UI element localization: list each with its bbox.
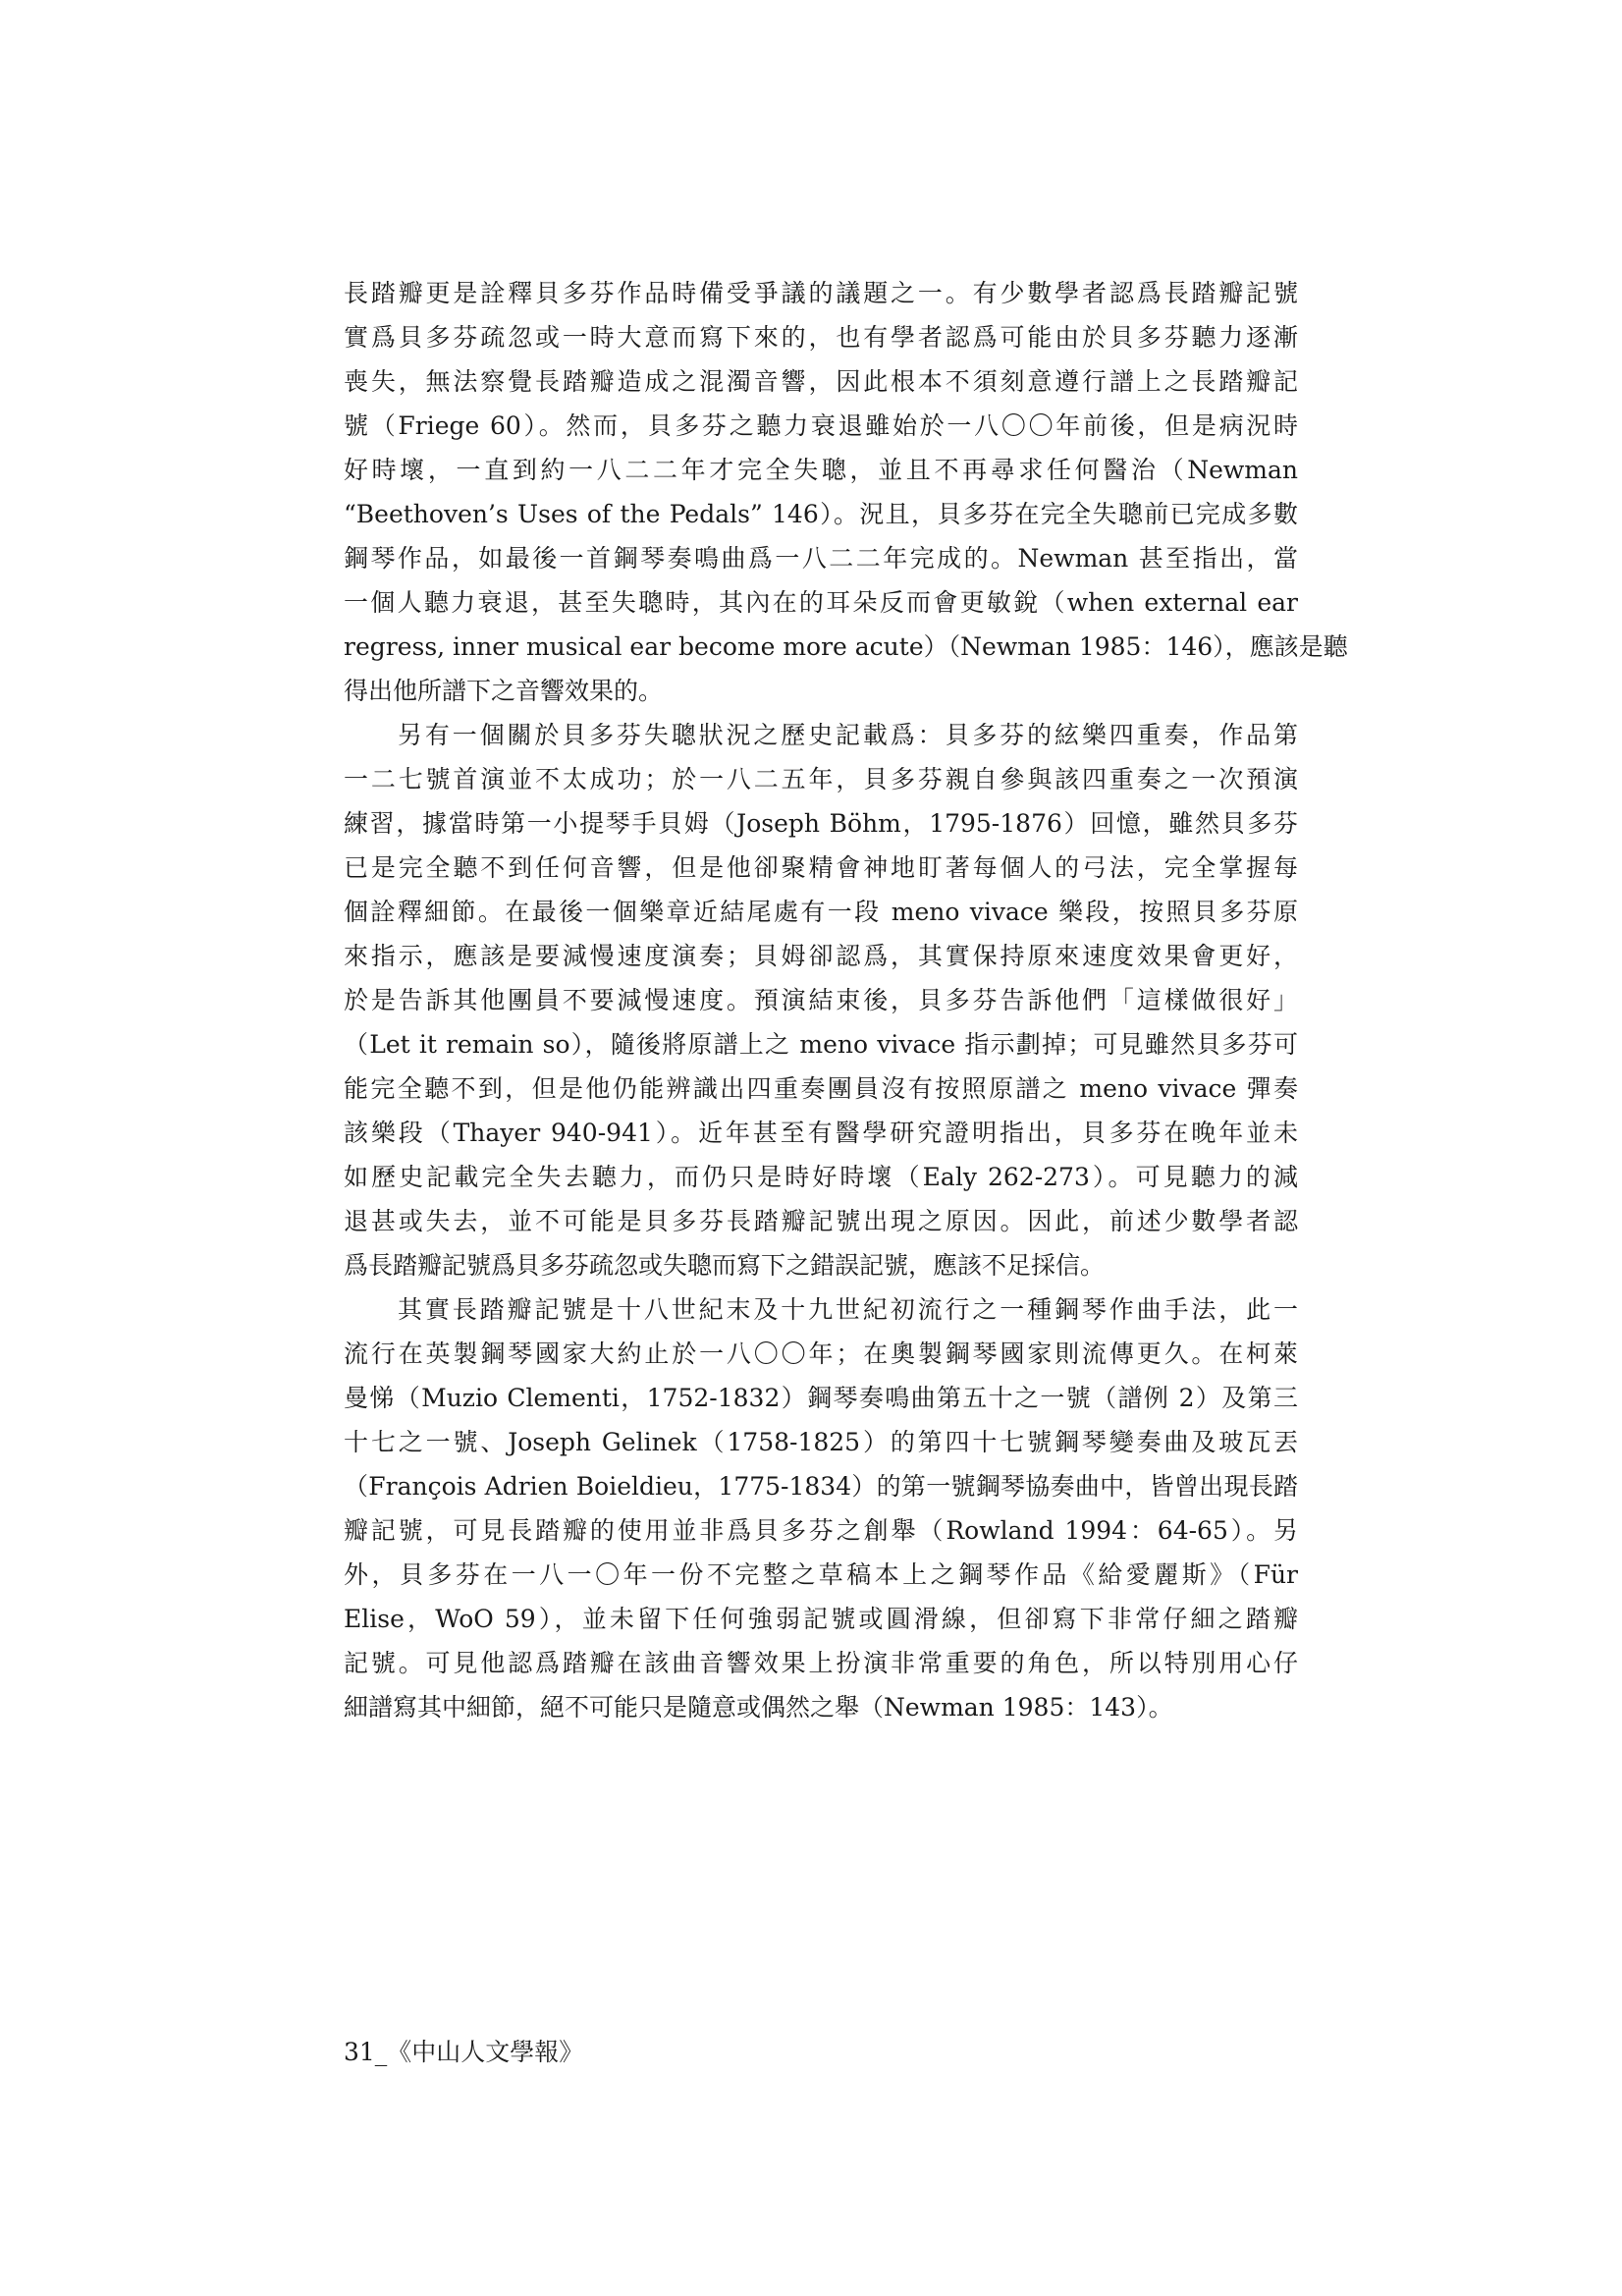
text-line: 十七之一號、Joseph Gelinek（1758-1825）的第四十七號鋼琴變奏曲及玻瓦丟 xyxy=(344,1428,1298,1456)
text-line: “Beethoven’s Uses of the Pedals” 146）。況且，貝多芬在完全失聰前已完成多數 xyxy=(344,500,1298,528)
text-line: 鋼琴作品，如最後一首鋼琴奏鳴曲爲一八二二年完成的。Newman 甚至指出，當 xyxy=(344,544,1298,573)
text-line: （Let it remain so），隨後將原譜上之 meno vivace 指示劃掉；可見雖然貝多芬可 xyxy=(344,1030,1298,1059)
text-line: 一個人聽力衰退，甚至失聰時，其內在的耳朵反而會更敏銳（when external ear xyxy=(344,588,1298,617)
text-line: 能完全聽不到，但是他仍能辨識出四重奏團員沒有按照原譜之 meno vivace 彈奏 xyxy=(344,1074,1298,1103)
paragraph-3 xyxy=(344,1287,1298,1729)
body-text xyxy=(344,271,1348,1729)
text-line: 爲長踏瓣記號爲貝多芬疏忽或失聰而寫下之錯誤記號，應該不足採信。 xyxy=(344,1251,1106,1280)
paragraph-2 xyxy=(344,713,1298,1287)
text-line: 個詮釋細節。在最後一個樂章近結尾處有一段 meno vivace 樂段，按照貝多芬原 xyxy=(344,898,1298,926)
page-footer xyxy=(344,2033,583,2072)
text-line: 瓣記號，可見長踏瓣的使用並非爲貝多芬之創舉（Rowland 1994：64-65）。另 xyxy=(344,1516,1298,1545)
text-line: 於是告訴其他團員不要減慢速度。預演結束後，貝多芬告訴他們「這樣做很好」 xyxy=(344,986,1298,1014)
text-line: 其實長踏瓣記號是十八世紀末及十九世紀初流行之一種鋼琴作曲手法，此一 xyxy=(398,1295,1298,1324)
text-line: （François Adrien Boieldieu，1775-1834）的第一號鋼琴協奏曲中，皆曾出現長踏 xyxy=(344,1472,1298,1501)
text-line: 曼悌（Muzio Clementi，1752-1832）鋼琴奏鳴曲第五十之一號（譜例 2）及第三 xyxy=(344,1384,1298,1412)
text-line: 實爲貝多芬疏忽或一時大意而寫下來的，也有學者認爲可能由於貝多芬聽力逐漸 xyxy=(344,323,1298,352)
text-line: 長踏瓣更是詮釋貝多芬作品時備受爭議的議題之一。有少數學者認爲長踏瓣記號 xyxy=(344,279,1298,307)
text-line: 好時壞，一直到約一八二二年才完全失聰，並且不再尋求任何醫治（Newman xyxy=(344,456,1298,484)
text-line: 另有一個關於貝多芬失聰狀況之歷史記載爲：貝多芬的絃樂四重奏，作品第 xyxy=(398,721,1298,749)
text-line: 一二七號首演並不太成功；於一八二五年，貝多芬親自參與該四重奏之一次預演 xyxy=(344,765,1298,793)
text-line: 該樂段（Thayer 940-941）。近年甚至有醫學研究證明指出，貝多芬在晚年並未 xyxy=(344,1119,1298,1147)
text-line: 喪失，無法察覺長踏瓣造成之混濁音響，因此根本不須刻意遵行譜上之長踏瓣記 xyxy=(344,367,1298,396)
text-line: 來指示，應該是要減慢速度演奏；貝姆卻認爲，其實保持原來速度效果會更好， xyxy=(344,942,1298,970)
paragraph-1 xyxy=(344,271,1348,713)
text-line: Elise，WoO 59），並未留下任何強弱記號或圓滑線，但卻寫下非常仔細之踏瓣 xyxy=(344,1605,1298,1633)
text-line: 外，貝多芬在一八一〇年一份不完整之草稿本上之鋼琴作品《給愛麗斯》（Für xyxy=(344,1560,1298,1589)
text-line: 流行在英製鋼琴國家大約止於一八〇〇年；在奧製鋼琴國家則流傳更久。在柯萊 xyxy=(344,1339,1298,1368)
text-line: 已是完全聽不到任何音響，但是他卻聚精會神地盯著每個人的弓法，完全掌握每 xyxy=(344,853,1298,882)
text-line: 如歷史記載完全失去聽力，而仍只是時好時壞（Ealy 262-273）。可見聽力的減 xyxy=(344,1163,1298,1191)
page-number-label: 31_《中山人文學報》 xyxy=(344,2038,584,2066)
text-line: 退甚或失去，並不可能是貝多芬長踏瓣記號出現之原因。因此，前述少數學者認 xyxy=(344,1207,1298,1235)
text-line: 號（Friege 60）。然而，貝多芬之聽力衰退雖始於一八〇〇年前後，但是病況時 xyxy=(344,411,1298,440)
text-line: 細譜寫其中細節，絕不可能只是隨意或偶然之舉（Newman 1985：143）。 xyxy=(344,1693,1173,1722)
text-line: 得出他所譜下之音響效果的。 xyxy=(344,677,664,705)
text-line: regress, inner musical ear become more acute）（Newman 1985：146），應該是聽 xyxy=(344,632,1348,661)
text-line: 練習，據當時第一小提琴手貝姆（Joseph Böhm，1795-1876）回憶，雖然貝多芬 xyxy=(344,809,1298,838)
text-line: 記號。可見他認爲踏瓣在該曲音響效果上扮演非常重要的角色，所以特別用心仔 xyxy=(344,1649,1298,1677)
